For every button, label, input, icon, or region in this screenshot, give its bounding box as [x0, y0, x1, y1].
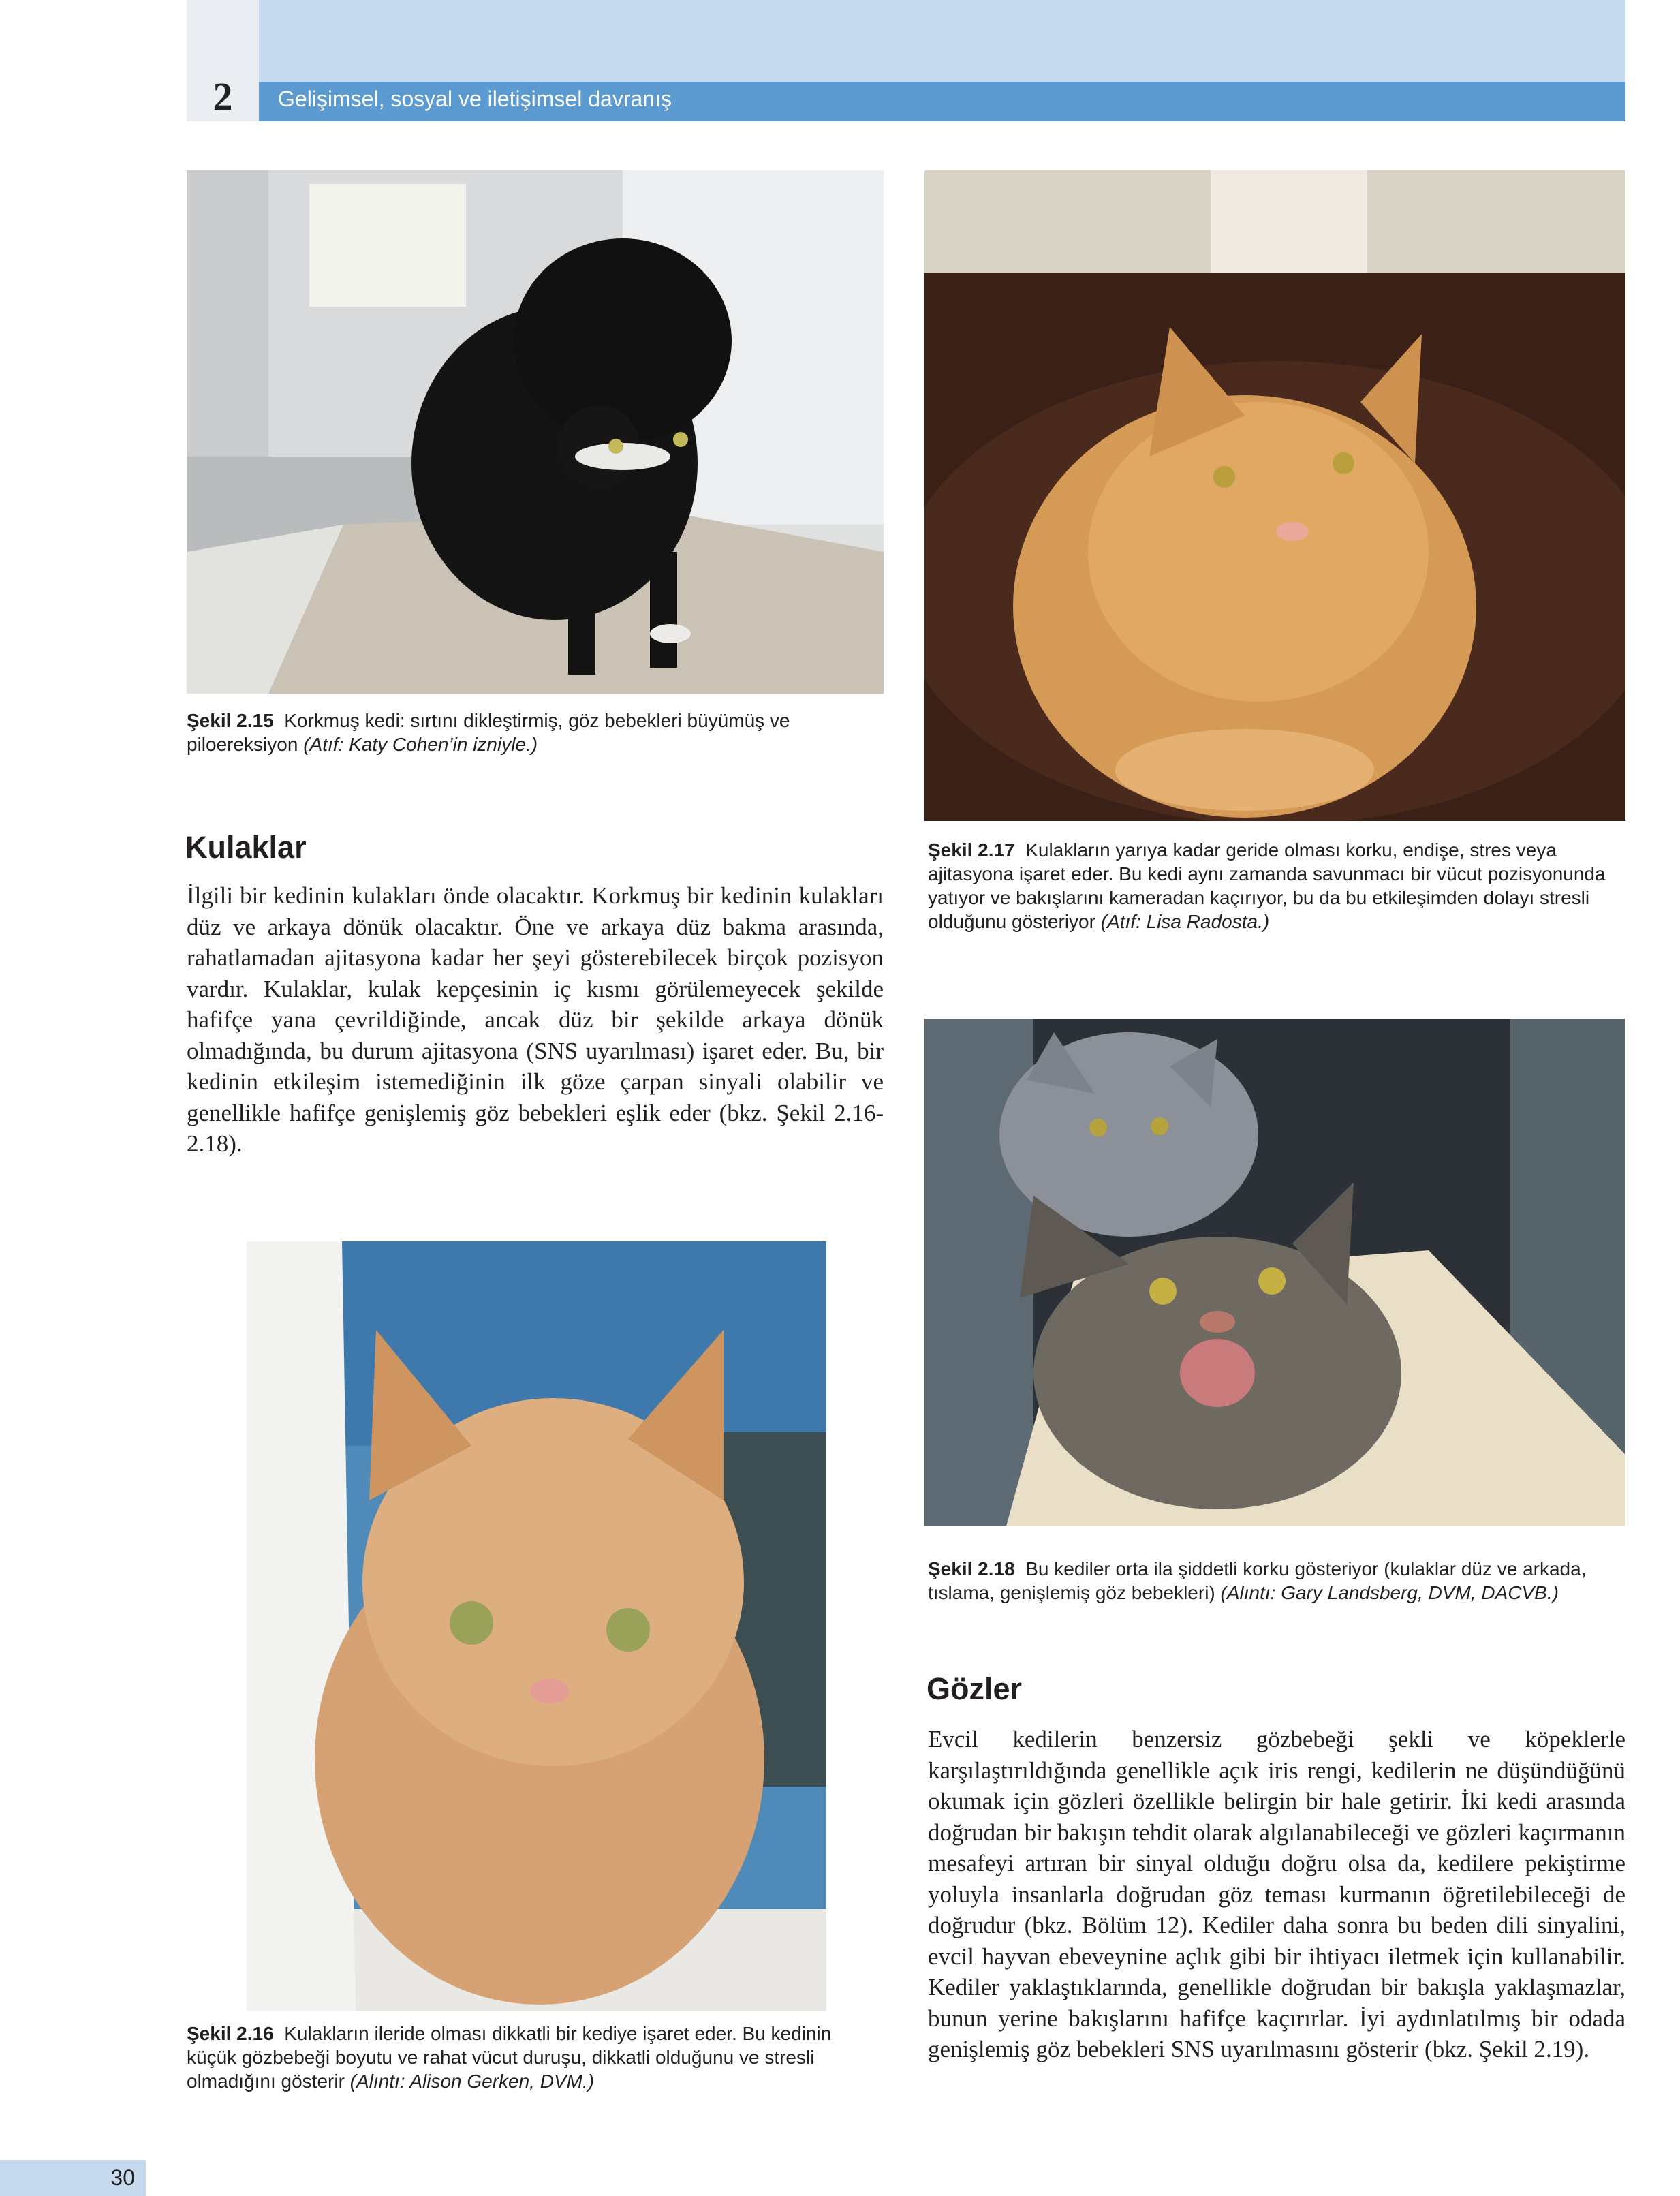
caption-text: Bu kediler orta ila şiddetli korku gösteriyor (kulaklar düz ve arkada, tıslama, genişlemiş göz bebekleri): [928, 1558, 1587, 1603]
figure-label: Şekil 2.16: [187, 2023, 274, 2044]
figure-label: Şekil 2.17: [928, 839, 1015, 861]
figure-2-15-photo: [187, 170, 884, 694]
figure-2-17-caption: [928, 838, 1623, 933]
section-heading-kulaklar: Kulaklar: [185, 830, 307, 865]
section-heading-gozler: Gözler: [927, 1671, 1023, 1706]
section-body-kulaklar: [187, 880, 884, 1160]
caption-text: Korkmuş kedi: sırtını dikleştirmiş, göz bebekleri büyümüş ve piloereksiyon: [187, 710, 790, 755]
figure-2-16-photo: [247, 1241, 826, 2011]
caption-credit: (Atıf: Katy Cohen’in izniyle.): [303, 734, 538, 755]
figure-2-15-caption: [187, 709, 884, 756]
caption-credit: (Alıntı: Alison Gerken, DVM.): [349, 2071, 595, 2092]
figure-label: Şekil 2.18: [928, 1558, 1015, 1579]
figure-2-17-photo: [924, 170, 1625, 821]
paragraph: Evcil kedilerin benzersiz gözbebeği şekli ve köpeklerle karşılaştırıldığında genellikle açık iris rengi, kedilerin ne düşündüğünü okumak için gözleri özellikle belirgin bir hale getirir. İki kedi arasında doğrudan bir bakışın tehdit olarak algılanabileceği ve gözleri kaçırmanın mesafeyi artıran bir sinyal olduğu doğru olsa da, kedilere pekiştirme yoluyla insanlarla doğrudan göz teması kurmanın öğretilebileceği de doğrudur (bkz. Bölüm 12). Kediler daha sonra bu beden dili sinyalini, evcil hayvan ebeveynine açlık gibi bir ihtiyacı iletmek için kullanabilir. Kediler yaklaştıklarında, genellikle doğrudan bir bakışla yaklaşmazlar, bunun yerine bakışlarını hafifçe kaçırırlar. İyi aydınlatılmış bir odada genişlemiş göz bebekleri SNS uyarılmasını gösterir (bkz. Şekil 2.19).: [928, 1726, 1625, 2062]
caption-text: Kulakların ileride olması dikkatli bir kediye işaret eder. Bu kedinin küçük gözbebeği boyutu ve rahat vücut duruşu, dikkatli olduğunu ve stresli olmadığını gösterir: [187, 2023, 832, 2092]
chapter-title: Gelişimsel, sosyal ve iletişimsel davranış: [278, 87, 672, 111]
figure-2-16-caption: [187, 2022, 884, 2093]
caption-text: Kulakların yarıya kadar geride olması korku, endişe, stres veya ajitasyona işaret eder. Bu kedi aynı zamanda savunmacı bir vücut pozisyonunda yatıyor ve bakışlarını kameradan kaçırıyor, bu da bu etkileşimden dolayı stresli olduğunu gösteriyor: [928, 839, 1606, 932]
caption-credit: (Atıf: Lisa Radosta.): [1100, 911, 1270, 932]
figure-label: Şekil 2.15: [187, 710, 274, 731]
chapter-number: 2: [213, 74, 233, 119]
figure-2-18-caption: [928, 1557, 1623, 1605]
page-number: 30: [110, 2165, 135, 2190]
paragraph: İlgili bir kedinin kulakları önde olacaktır. Korkmuş bir kedinin kulakları düz ve arkaya dönük olacaktır. Öne ve arkaya düz bakma arasında, rahatlamadan ajitasyona kadar her şeyi gösterebilecek birçok pozisyon vardır. Kulaklar, kulak kepçesinin iç kısmı görülemeyecek şekilde hafifçe yana çevrildiğinde, ancak düz bir şekilde arkaya dönük olmadığında, bu durum ajitasyona (SNS uyarılması) işaret eder. Bu, bir kedinin etkileşim istemediğinin ilk göze çarpan sinyali olabilir ve genellikle hafifçe genişlemiş göz bebekleri eşlik eder (bkz. Şekil 2.16-2.18).: [187, 882, 884, 1157]
caption-credit: (Alıntı: Gary Landsberg, DVM, DACVB.): [1220, 1582, 1559, 1603]
header-band: [259, 0, 1625, 82]
figure-2-18-photo: [924, 1019, 1625, 1526]
section-body-gozler: [928, 1724, 1625, 2065]
